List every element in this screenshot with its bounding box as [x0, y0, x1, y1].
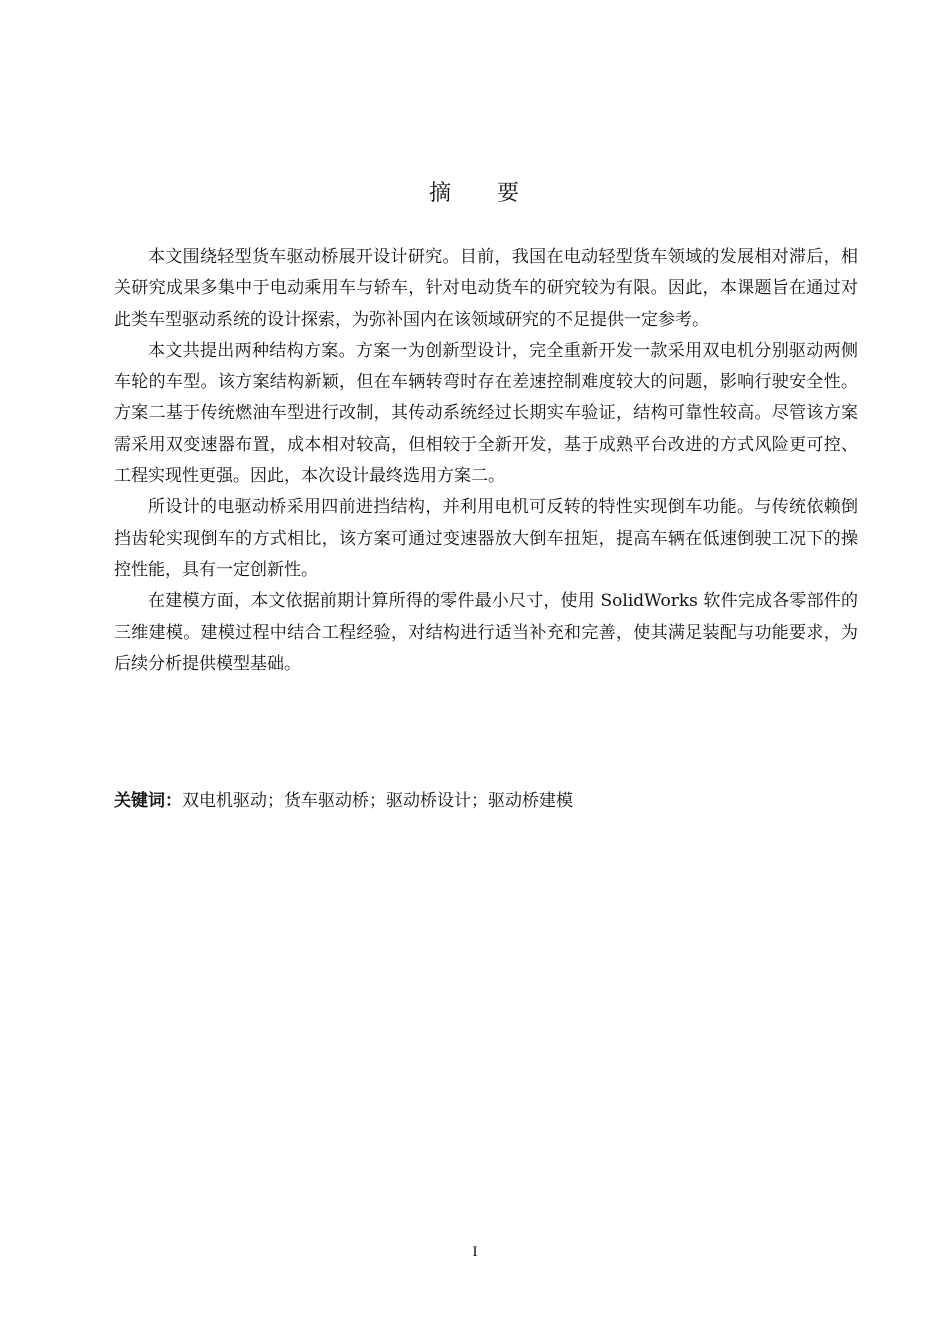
abstract-paragraph-2: 本文共提出两种结构方案。方案一为创新型设计，完全重新开发一款采用双电机分别驱动两侧车轮的车型。该方案结构新颖，但在车辆转弯时存在差速控制难度较大的问题，影响行驶安全性。方案二基于传统燃油车型进行改制，其传动系统经过长期实车验证，结构可靠性较高。尽管该方案需采用双变速器布置，成本相对较高，但相较于全新开发，基于成熟平台改进的方式风险更可控、工程实现性更强。因此，本次设计最终选用方案二。 [114, 340, 858, 487]
title-char-2: 要 [497, 181, 522, 206]
page-number: I [472, 1244, 478, 1260]
keywords-label: 关键词： [114, 791, 182, 811]
abstract-paragraph-3: 所设计的电驱动桥采用四前进挡结构，并利用电机可反转的特性实现倒车功能。与传统依赖倒挡齿轮实现倒车的方式相比，该方案可通过变速器放大倒车扭矩，提高车辆在低速倒驶工况下的操控性能，具有一定创新性。 [114, 497, 858, 580]
title-char-1: 摘 [428, 181, 453, 206]
abstract-title [0, 178, 950, 210]
keywords-line [114, 786, 858, 817]
abstract-paragraph-1: 本文围绕轻型货车驱动桥展开设计研究。目前，我国在电动轻型货车领域的发展相对滞后，相关研究成果多集中于电动乘用车与轿车，针对电动货车的研究较为有限。因此，本课题旨在通过对此类车型驱动系统的设计探索，为弥补国内在该领域研究的不足提供一定参考。 [114, 247, 858, 330]
abstract-body [114, 242, 858, 680]
keywords-text: 双电机驱动；货车驱动桥；驱动桥设计；驱动桥建模 [182, 791, 573, 811]
abstract-paragraph-4: 在建模方面，本文依据前期计算所得的零件最小尺寸，使用 SolidWorks 软件完成各零部件的三维建模。建模过程中结合工程经验，对结构进行适当补充和完善，使其满足装配与功能要求，为后续分析提供模型基础。 [114, 591, 858, 674]
